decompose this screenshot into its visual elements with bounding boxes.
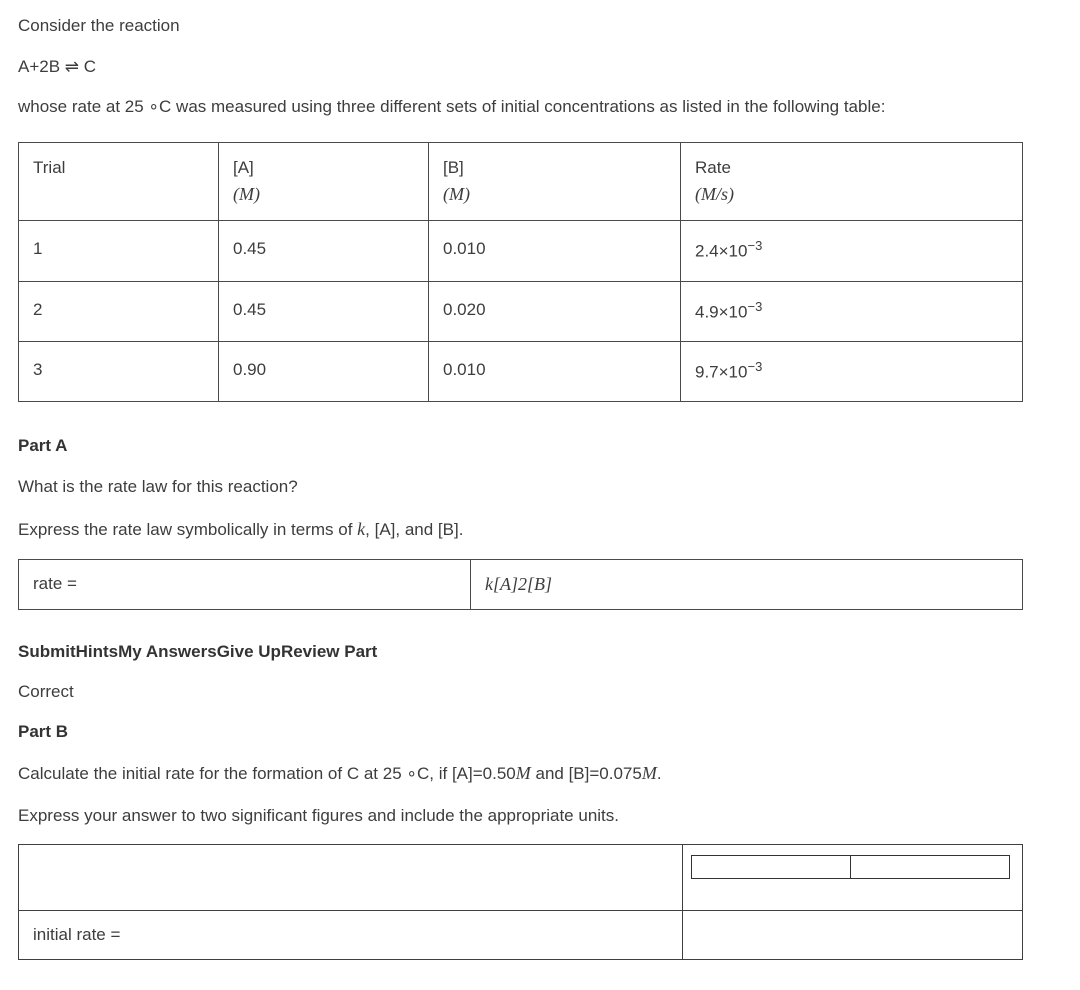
cell-rate: $4.9\times 10^{-3}$ xyxy=(681,281,1023,341)
action-bar xyxy=(18,642,1024,662)
hints-button[interactable]: Hints xyxy=(75,641,119,661)
concentration-data-table xyxy=(18,142,1023,402)
problem-description: whose rate at 25 ∘C was measured using three different sets of initial concentrations as listed in the following table: xyxy=(18,97,886,117)
initial-rate-label: initial rate = xyxy=(19,911,683,960)
part-b-instruction: Express your answer to two significant figures and include the appropriate units. xyxy=(18,805,619,825)
initial-rate-answer-cell xyxy=(683,911,1023,960)
correct-status: Correct xyxy=(18,681,74,701)
table-row xyxy=(19,221,1023,281)
table-row xyxy=(19,341,1023,401)
part-a-question: What is the rate law for this reaction? xyxy=(18,477,298,497)
answer-input-cell xyxy=(683,845,1023,911)
header-rate: Rate (M/s) xyxy=(681,142,1023,220)
part-a-instruction: Express the rate law symbolically in terms of k, [A], and [B]. xyxy=(18,518,464,539)
answer-input-group xyxy=(691,855,1014,879)
part-b-title: Part B xyxy=(18,721,69,741)
cell-a: 0.90 xyxy=(219,341,429,401)
part-a-title: Part A xyxy=(18,436,68,456)
cell-b: 0.010 xyxy=(429,221,681,281)
review-part-button[interactable]: Review Part xyxy=(280,641,378,661)
header-a: [A] (M) xyxy=(219,142,429,220)
table-header-row xyxy=(19,142,1023,220)
answer-value-input[interactable] xyxy=(691,855,851,879)
cell-rate: $2.4\times 10^{-3}$ xyxy=(681,221,1023,281)
my-answers-button[interactable]: My Answers xyxy=(118,641,217,661)
cell-trial: 3 xyxy=(19,341,219,401)
cell-a: 0.45 xyxy=(219,221,429,281)
header-trial: Trial xyxy=(19,142,219,220)
part-a-answer-table xyxy=(18,559,1023,610)
part-b-prompt: Calculate the initial rate for the formation of C at 25 ∘C, if [A]=0.50M and [B]=0.075M. xyxy=(18,762,662,783)
intro-text: Consider the reaction xyxy=(18,16,180,35)
cell-trial: 2 xyxy=(19,281,219,341)
reaction-equation: A+2B ⇌ C xyxy=(18,56,97,76)
table-row xyxy=(19,281,1023,341)
cell-b: 0.010 xyxy=(429,341,681,401)
rate-answer-value: k[A]2[B] xyxy=(471,559,1023,609)
submit-button[interactable]: Submit xyxy=(18,641,76,661)
cell-rate: $9.7\times 10^{-3}$ xyxy=(681,341,1023,401)
answer-work-area xyxy=(19,845,683,911)
part-b-answer-table xyxy=(18,844,1023,960)
give-up-button[interactable]: Give Up xyxy=(216,641,281,661)
cell-trial: 1 xyxy=(19,221,219,281)
rate-label: rate = xyxy=(19,559,471,609)
cell-b: 0.020 xyxy=(429,281,681,341)
header-b: [B] (M) xyxy=(429,142,681,220)
cell-a: 0.45 xyxy=(219,281,429,341)
answer-units-input[interactable] xyxy=(850,855,1010,879)
